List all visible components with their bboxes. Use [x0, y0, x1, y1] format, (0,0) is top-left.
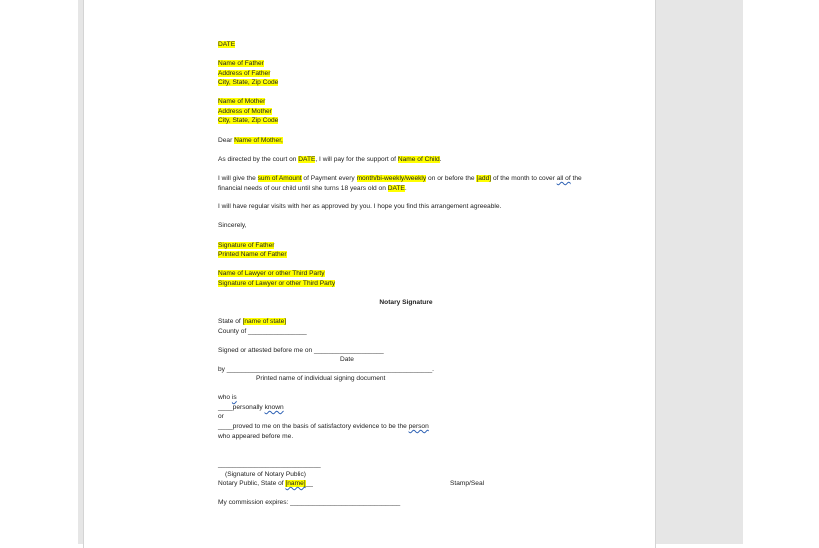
notary-printed-label: Printed name of individual signing document	[256, 375, 386, 382]
mother-city: City, State, Zip Code	[218, 117, 279, 124]
signature-father: Signature of Father	[218, 242, 275, 249]
father-address: Address of Father	[218, 70, 271, 77]
notary-personally-known: ____personally known	[218, 404, 284, 411]
stamp-seal-label: Stamp/Seal	[450, 480, 485, 487]
notary-heading: Notary Signature	[379, 299, 433, 306]
commission-expires: My commission expires: ______________________________	[218, 499, 401, 506]
date-field: DATE	[218, 41, 236, 48]
notary-who: who is	[218, 394, 237, 401]
father-name: Name of Father	[218, 60, 264, 67]
salutation: Dear Name of Mother,	[218, 137, 283, 144]
father-city: City, State, Zip Code	[218, 79, 279, 86]
notary-state: State of [name of state]	[218, 318, 287, 325]
document-page	[83, 0, 656, 548]
notary-date-label: Date	[340, 356, 354, 363]
lawyer-name: Name of Lawyer or other Third Party	[218, 270, 325, 277]
printed-name-father: Printed Name of Father	[218, 251, 287, 258]
mother-name: Name of Mother	[218, 98, 266, 105]
notary-proved: ____proved to me on the basis of satisfactory evidence to be the person	[218, 423, 429, 430]
lawyer-signature: Signature of Lawyer or other Third Party	[218, 280, 336, 287]
notary-county: County of ________________	[218, 328, 307, 335]
paragraph-1: As directed by the court on DATE, I will pay for the support of Name of Child.	[218, 156, 442, 163]
paragraph-3: I will have regular visits with her as approved by you. I hope you find this arrangement agreeable.	[218, 203, 502, 210]
notary-appeared: who appeared before me.	[218, 433, 294, 440]
notary-signature-line: ____________________________	[218, 461, 321, 468]
notary-public-state: Notary Public, State of [name]__	[218, 480, 313, 487]
notary-by-line: by ________________________________________________________.	[218, 366, 434, 373]
paragraph-2-line-1: I will give the sum of Amount of Payment every month/bi-weekly/weekly on or before the [add] of the month to cover all of the	[218, 175, 582, 182]
closing: Sincerely,	[218, 222, 247, 229]
mother-address: Address of Mother	[218, 108, 272, 115]
notary-or: or	[218, 413, 224, 420]
paragraph-2-line-2: financial needs of our child until she turns 18 years old on DATE.	[218, 185, 407, 192]
notary-signed-line: Signed or attested before me on ___________________	[218, 347, 384, 354]
notary-signature-label: (Signature of Notary Public)	[225, 471, 306, 478]
